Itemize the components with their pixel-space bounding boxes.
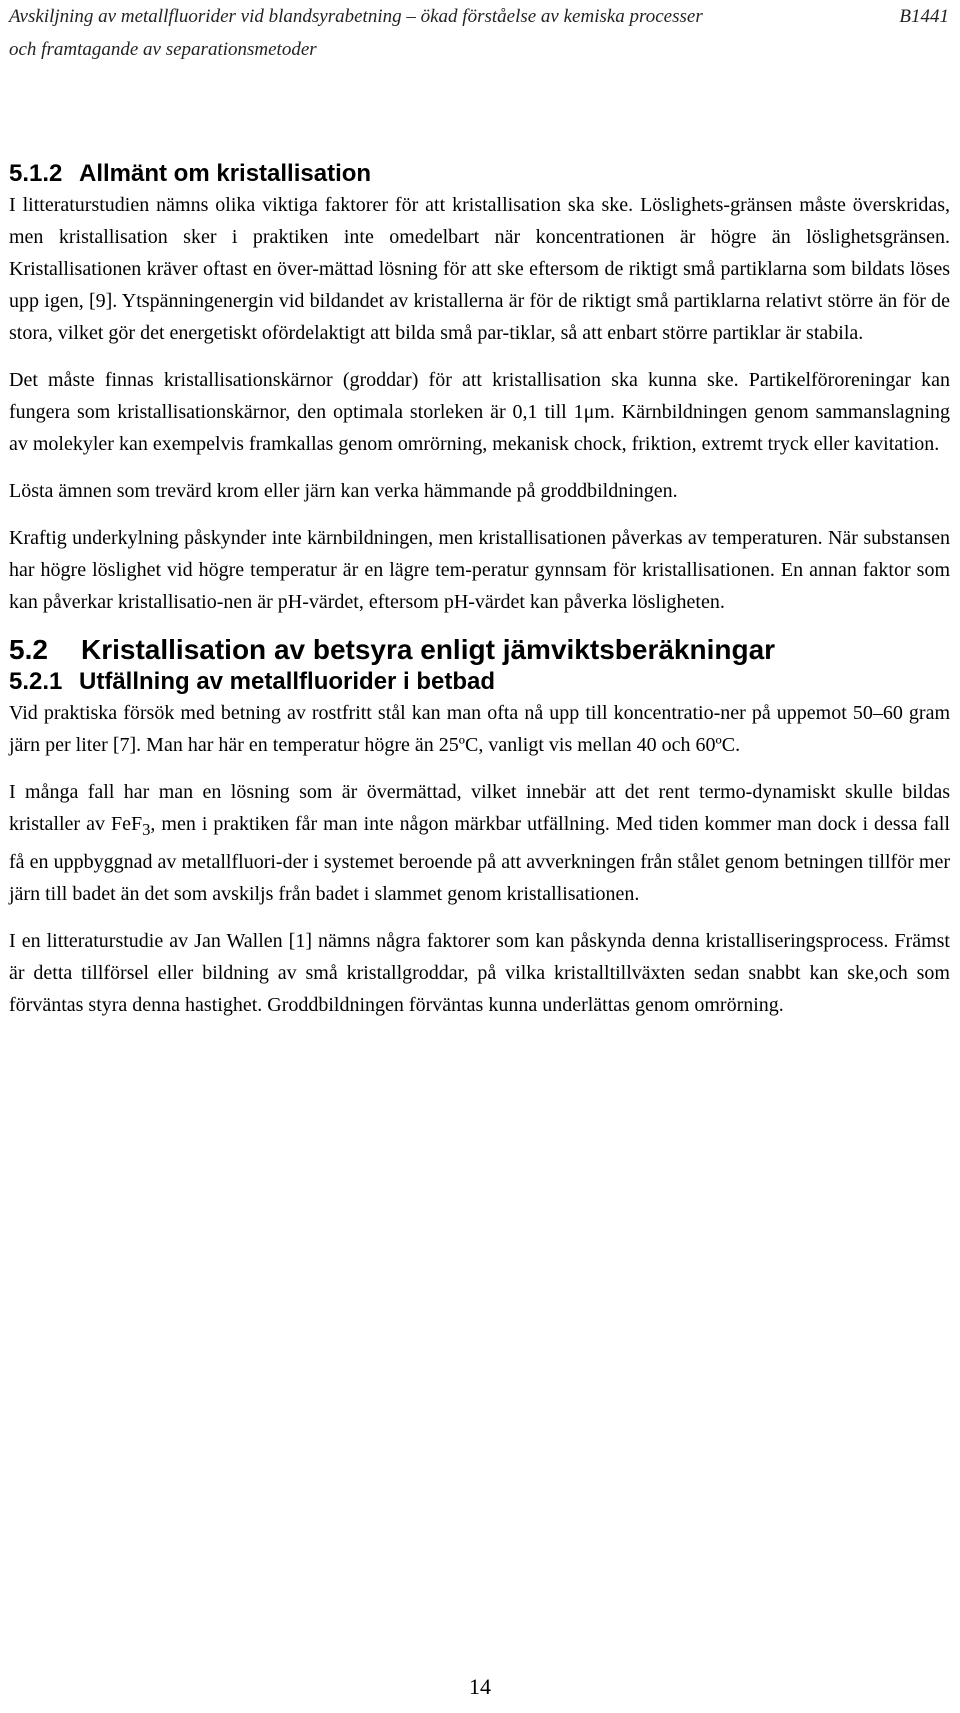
paragraph: Kraftig underkylning påskynder inte kärnbildningen, men kristallisationen påverkas av temperaturen. När substansen har högre löslighet vid högre temperatur är en lägre tem-peratur gynnsam för kristallisationen. En annan faktor som kan påverkar kristallisatio-nen är pH-värdet, eftersom pH-värdet kan påverka lösligheten.	[9, 527, 950, 613]
section-heading-5-2	[9, 633, 950, 667]
section-number: 5.2.1	[9, 668, 63, 695]
document-body	[9, 159, 950, 1036]
section-title: Utfällning av metallfluorider i betbad	[79, 668, 496, 695]
paragraph-text-continued: , men i praktiken får man inte någon märkbar utfällning. Med tiden kommer man dock i dessa fall få en uppbyggnad av metallfluori-der i systemet beroende på att avverkningen från stålet genom betningen tillför mer järn till badet än det som avskiljs från badet i slammet genom kristallisationen.	[9, 813, 950, 905]
header-title: Avskiljning av metallfluorider vid blandsyrabetning – ökad förståelse av kemiska processer	[9, 6, 703, 27]
paragraph: Det måste finnas kristallisationskärnor (groddar) för att kristallisation ska kunna ske. Partikelföroreningar kan fungera som kristallisationskärnor, den optimala storleken är 0,1 till 1μm. Kärnbildningen genom sammanslagning av molekyler kan exempelvis framkallas genom omrörning, mekanisk chock, friktion, extremt tryck eller kavitation.	[9, 369, 950, 455]
paragraph: I litteraturstudien nämns olika viktiga faktorer för att kristallisation ska ske. Löslighets-gränsen måste överskridas, men kristallisation sker i praktiken inte omedelbart när koncentrationen är högre än löslighetsgränsen. Kristallisationen kräver oftast en över-mättad lösning för att ske eftersom de riktigt små partiklarna som bildats löses upp igen, [9]. Ytspänningenergin vid bildandet av kristallerna är för de riktigt små partiklarna relativt större än för de stora, vilket gör det energetiskt ofördelaktigt att bilda små par-tiklar, så att enbart större partiklar är stabila.	[9, 194, 950, 344]
paragraph	[9, 776, 950, 910]
header-report-code: B1441	[899, 6, 949, 27]
paragraph-text: I många fall har man en lösning som är övermättad, vilket innebär att det rent termo-dynamiskt skulle bildas kristaller av FeF	[9, 781, 950, 835]
paragraph: I en litteraturstudie av Jan Wallen [1] nämns några faktorer som kan påskynda denna kristalliseringsprocess. Främst är detta tillförsel eller bildning av små kristallgroddar, på vilka kristalltillväxten sedan snabbt kan ske,och som förväntas styra denna hastighet. Groddbildningen förväntas kunna underlättas genom omrörning.	[9, 930, 950, 1016]
header-title-continued: och framtagande av separationsmetoder	[9, 39, 317, 60]
section-heading-5-2-1	[9, 667, 950, 697]
section-number: 5.1.2	[9, 160, 63, 187]
page-number: 14	[469, 1674, 491, 1699]
section-number: 5.2	[9, 634, 48, 665]
section-heading-5-1-2	[9, 159, 950, 189]
running-header	[9, 0, 949, 66]
section-title: Kristallisation av betsyra enligt jämviktsberäkningar	[81, 634, 776, 665]
formula-subscript: 3	[142, 820, 151, 839]
paragraph: Vid praktiska försök med betning av rostfritt stål kan man ofta nå upp till koncentratio-ner på uppemot 50–60 gram järn per liter [7]. Man har här en temperatur högre än 25ºC, vanligt vis mellan 40 och 60ºC.	[9, 702, 950, 756]
section-title: Allmänt om kristallisation	[79, 160, 372, 187]
paragraph: Lösta ämnen som trevärd krom eller järn kan verka hämmande på groddbildningen.	[9, 480, 678, 502]
header-line-2	[9, 33, 949, 66]
header-line-1	[9, 0, 949, 33]
